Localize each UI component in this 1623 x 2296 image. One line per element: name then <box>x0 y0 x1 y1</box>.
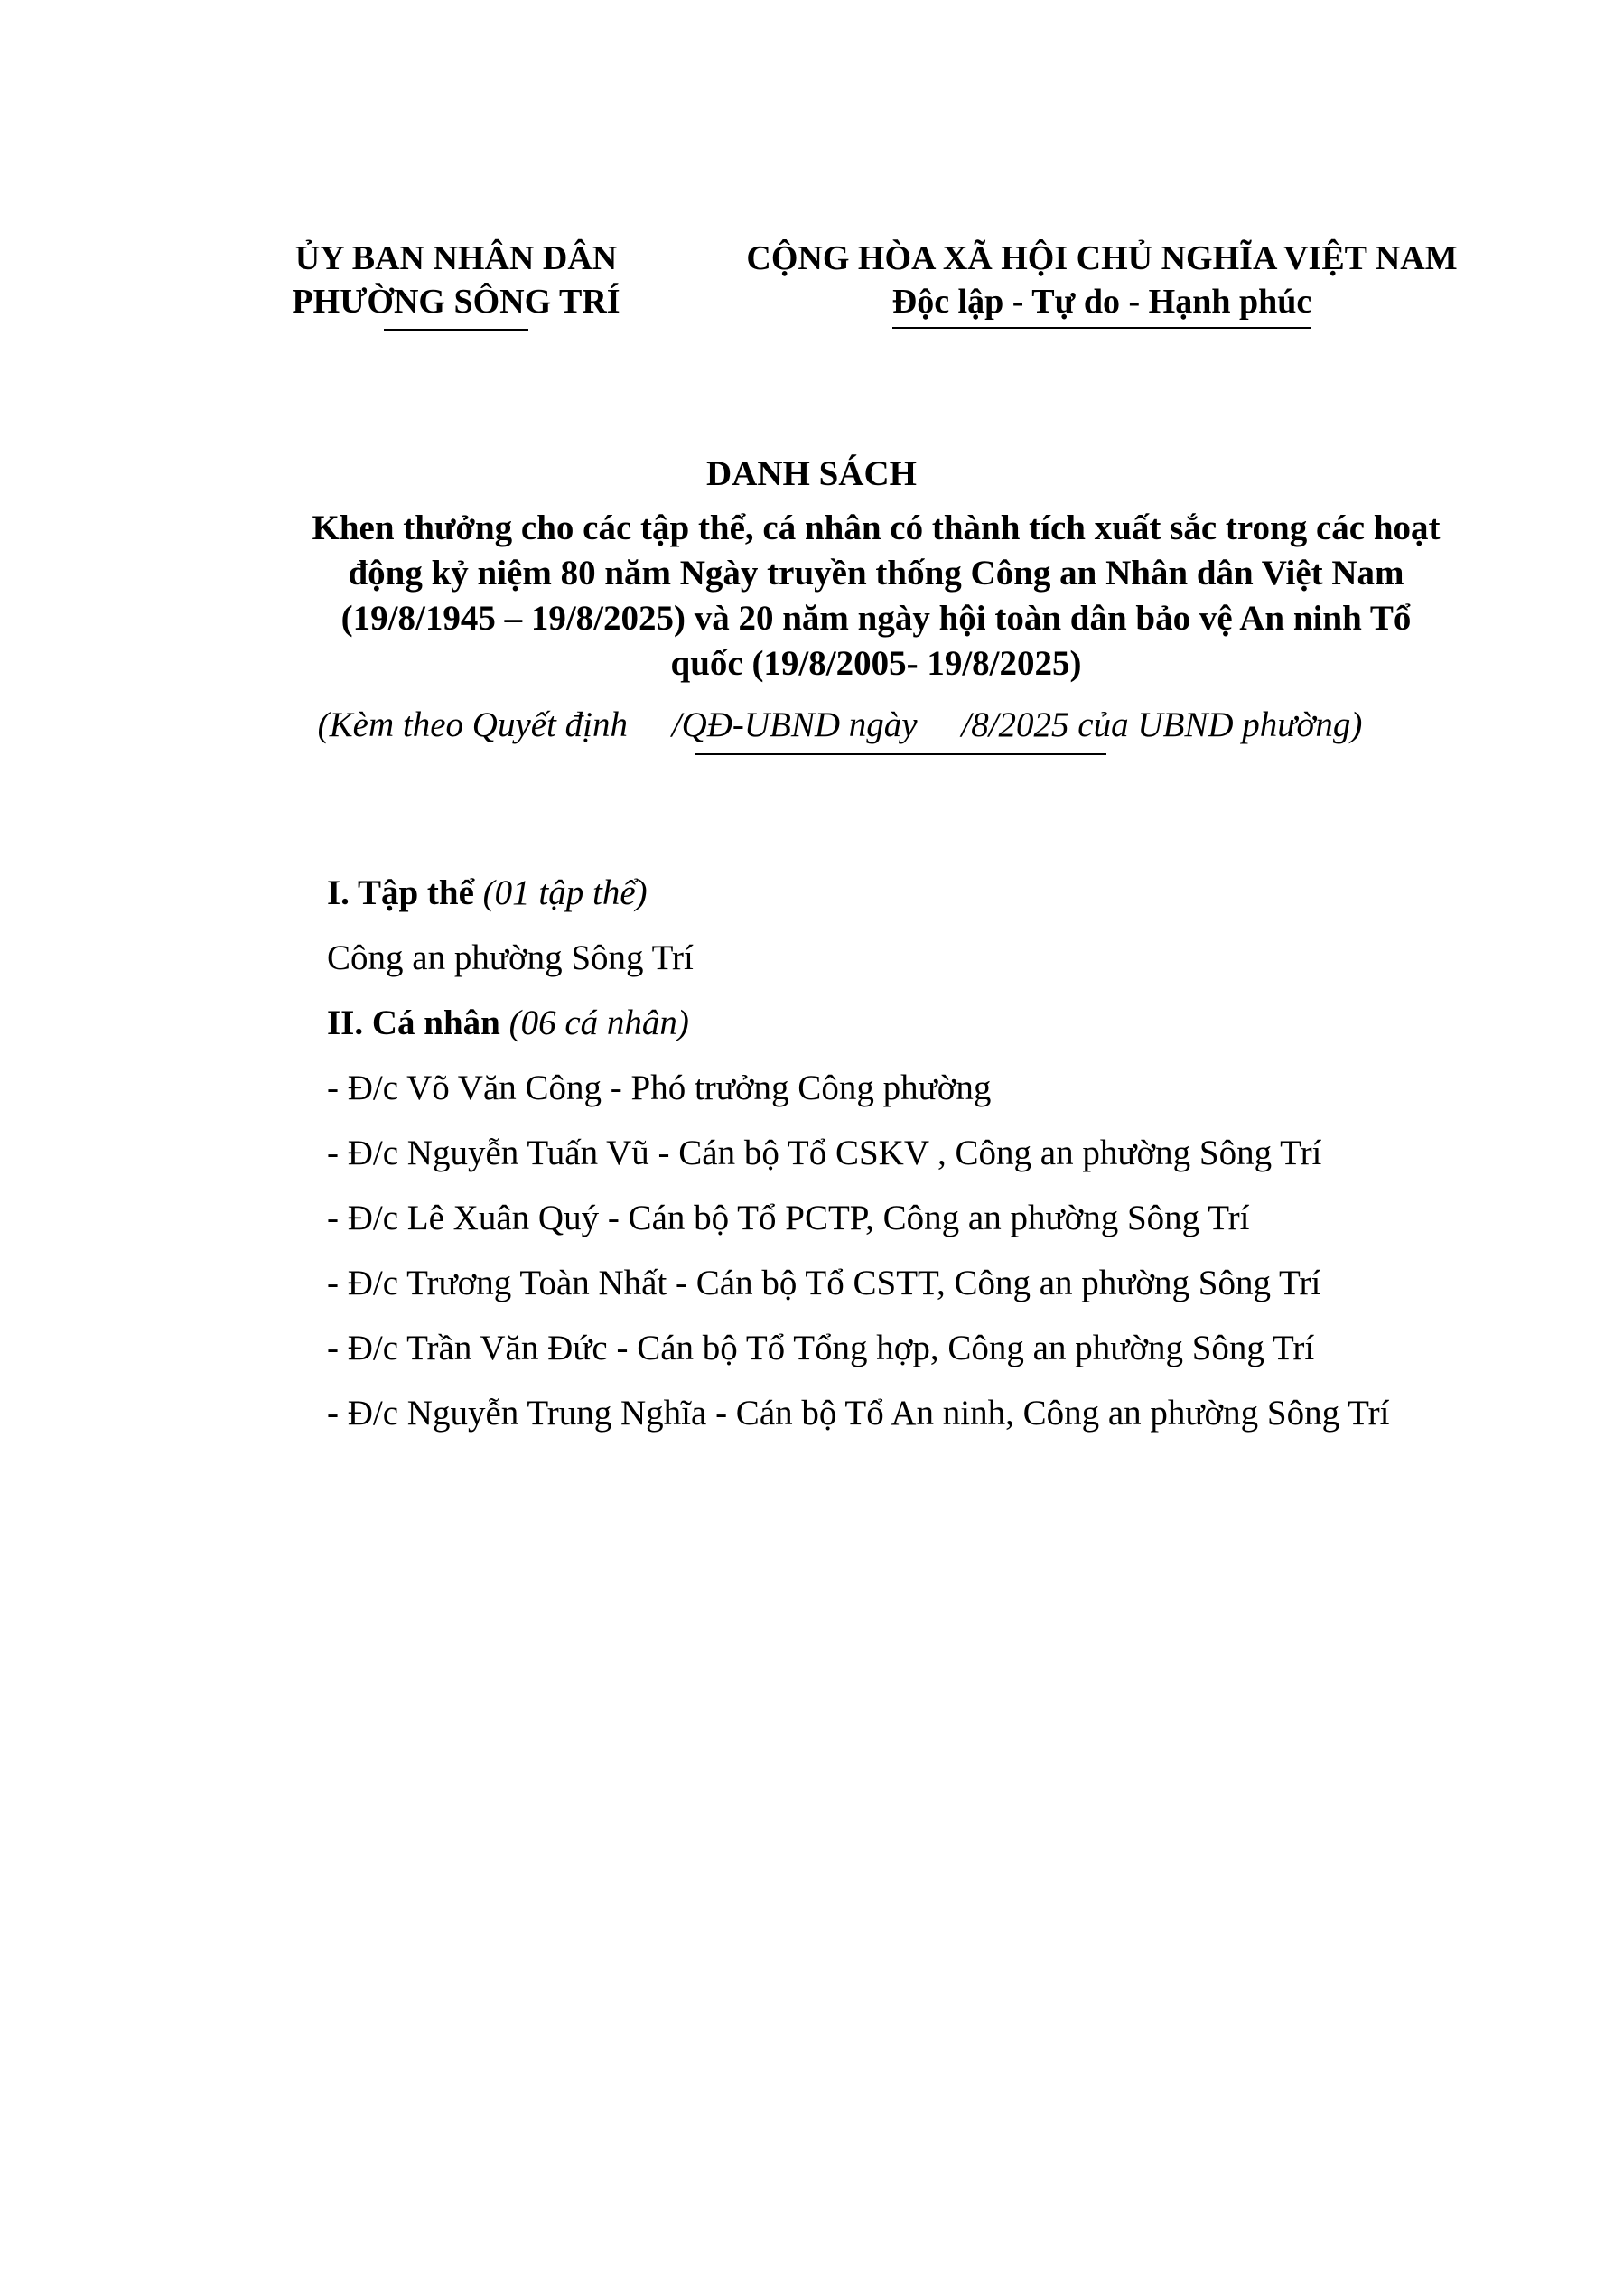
document-subtitle <box>262 506 1490 686</box>
section-count: (01 tập thể) <box>482 873 648 912</box>
list-item: - Đ/c Võ Văn Công - Phó trưởng Công phường <box>327 1069 992 1107</box>
subtitle-line: Khen thưởng cho các tập thể, cá nhân có thành tích xuất sắc trong các hoạt <box>312 509 1441 547</box>
national-motto: Độc lập - Tự do - Hạnh phúc <box>892 280 1312 329</box>
national-header <box>695 237 1508 329</box>
list-item: - Đ/c Trương Toàn Nhất - Cán bộ Tổ CSTT, Công an phường Sông Trí <box>327 1264 1321 1302</box>
national-title: CỘNG HÒA XÃ HỘI CHỦ NGHĨA VIỆT NAM <box>746 239 1458 277</box>
list-item: - Đ/c Lê Xuân Quý - Cán bộ Tổ PCTP, Công an phường Sông Trí <box>327 1199 1250 1237</box>
document-title: DANH SÁCH <box>706 454 917 493</box>
section-individual-heading <box>327 1002 1537 1045</box>
attachment-note-text: (Kèm theo Quyết định /QĐ-UBND ngày /8/2025 của UBND phường) <box>317 705 1363 744</box>
subtitle-line: quốc (19/8/2005- 19/8/2025) <box>670 644 1082 683</box>
section-count: (06 cá nhân) <box>508 1003 689 1042</box>
authority-line-1: ỦY BAN NHÂN DÂN <box>294 239 618 277</box>
subtitle-line: động kỷ niệm 80 năm Ngày truyền thống Công an Nhân dân Việt Nam <box>348 554 1404 593</box>
document-body <box>327 872 1537 1457</box>
attachment-underline <box>695 753 1106 755</box>
section-collective-heading <box>327 872 1537 915</box>
list-item: - Đ/c Trần Văn Đức - Cán bộ Tổ Tổng hợp, Công an phường Sông Trí <box>327 1329 1315 1367</box>
subtitle-line: (19/8/1945 – 19/8/2025) và 20 năm ngày hội toàn dân bảo vệ An ninh Tổ <box>340 599 1412 638</box>
attachment-note <box>226 703 1454 748</box>
authority-line-2: PHƯỜNG SÔNG TRÍ <box>292 283 620 321</box>
list-item: Công an phường Sông Trí <box>327 938 694 977</box>
authority-underline <box>384 329 528 331</box>
section-heading: I. Tập thể <box>327 873 474 912</box>
section-heading: II. Cá nhân <box>327 1003 500 1042</box>
list-item: - Đ/c Nguyễn Trung Nghĩa - Cán bộ Tổ An ninh, Công an phường Sông Trí <box>327 1394 1390 1433</box>
issuing-authority <box>262 237 650 331</box>
list-item: - Đ/c Nguyễn Tuấn Vũ - Cán bộ Tổ CSKV , Công an phường Sông Trí <box>327 1134 1322 1172</box>
